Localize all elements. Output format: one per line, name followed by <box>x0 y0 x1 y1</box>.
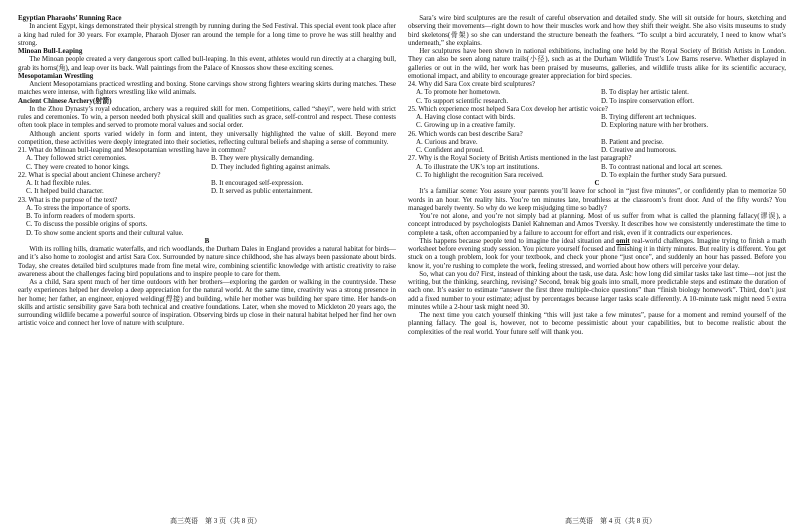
option-25a[interactable]: A. Having close contact with birds. <box>416 113 515 121</box>
paragraph-b2: As a child, Sara spent much of her time outdoors with her brothers—exploring the garden or walking in the countryside. These early experiences helped her develop a deep appreciation for the natural world. At the same time, creativity was a strong presence in her home; her father, an engineer, enjoyed welding(焊接) and building, while her mother was building her spare time. Her hands-on skills and artistic sensibility gave Sara both technical and creative foundations. Later, when she moved to Mickleton 20 years ago, the surrounding wildlife became a powerful source of inspiration. Observing birds up close in their natural habitat helped her find her own artistic voice and connect her love of nature with sculpture. <box>18 278 396 328</box>
options-21-row2 <box>18 163 396 171</box>
heading-mesopotamian: Mesopotamian Wrestling <box>18 71 94 80</box>
options-22-row2 <box>18 187 396 195</box>
option-24b[interactable]: B. To display her artistic talent. <box>601 88 689 97</box>
option-24a[interactable]: A. To promote her hometown. <box>416 88 501 97</box>
paragraph-archery: In the Zhou Dynasty’s royal education, archery was a required skill for men. Competitions, called “sheyi”, were held with strict rules and ceremonies. To win, a person needed both physical skill and qualities such as grace, self-control and respect. These contests often took place in temples and served to promote moral values and social order. <box>18 104 396 130</box>
paragraph-conclusion: Although ancient sports varied widely in form and intent, they universally highlighted the value of skill. Beyond mere competition, these activities were deeply integrated into their societies, reflecting cultural beliefs and shaping a sense of community. <box>18 129 396 146</box>
options-25-row1 <box>408 113 786 121</box>
page-footer-right: 高三英语 第 4 页（共 8 页） <box>565 517 656 525</box>
option-22d[interactable]: D. It served as public entertainment. <box>211 187 313 196</box>
options-25-row2 <box>408 121 786 129</box>
paragraph-c2: You’re not alone, and you’re not simply bad at planning. Most of us suffer from what is called the planning fallacy(谬误), a concept introduced by psychologists Daniel Kahneman and Amos Tversky. It describes how we consistently underestimate the time to complete a task, often accompanied by a failure to account for effort and risk, even if it contradicts our experiences. <box>408 212 786 237</box>
option-26d[interactable]: D. Creative and humorous. <box>601 146 677 154</box>
options-21-row1 <box>18 154 396 162</box>
option-27d[interactable]: D. To explain the further study Sara pursued. <box>601 170 727 179</box>
option-23b[interactable]: B. To inform readers of modern sports. <box>26 212 136 220</box>
option-21b[interactable]: B. They were physically demanding. <box>211 154 314 163</box>
heading-chinese-archery: Ancient Chinese Archery(射箭) <box>18 96 112 105</box>
options-26-row2 <box>408 146 786 154</box>
option-27a[interactable]: A. To illustrate the UK’s top art institutions. <box>416 162 540 171</box>
option-22c[interactable]: C. It helped build character. <box>26 187 104 196</box>
paragraph-c4: So, what can you do? First, instead of thinking about the task, use data. Ask: how long did similar tasks take last time—not just the writing, but the thinking, searching, revising? Second, break big goals into small, more predictable steps and estimate the duration of each one. It’s easier to estimate “answer the first three multiple-choice questions” than “finish biology homework”. Third, don’t just add a fixed number to your estimate; adjust by percentages because larger tasks scale differently. A 10-minute task might need 5 extra minutes while a 2-hour task might need 30. <box>408 269 786 311</box>
paragraph-b4: Her sculptures have been shown in national exhibitions, including one held by the Royal Society of British Artists in London. They can also be seen along nature trails(小径), such as at the Durham Wildlife Trust’s Low Barns reserve. Whether displayed in galleries or out in the wild, her work has been praised by museums, galleries, and wildlife trusts alike for its scientific accuracy, emotional impact, and ability to encourage greater appreciation for bird species. <box>408 47 786 80</box>
question-24: 24. Why did Sara Cox create bird sculptures? <box>408 80 536 88</box>
option-24c[interactable]: C. To support scientific research. <box>416 96 509 105</box>
option-21a[interactable]: A. They followed strict ceremonies. <box>26 154 127 163</box>
paragraph-c3-part1: This happens because people tend to imagine the ideal situation and <box>419 236 614 245</box>
paragraph-b3: Sara’s wire bird sculptures are the result of careful observation and detailed study. She will sit outside for hours, sketching and observing their movements—right down to how their muscles work and how they shift their weight. She also visits museums to study bird skeletons(骨架) so she can understand the structure beneath the feathers. “To sculpt a bird accurately, I need to know what’s underneath,” she explains. <box>408 14 786 47</box>
option-21d[interactable]: D. They included fighting against animals. <box>211 162 331 171</box>
option-26b[interactable]: B. Patient and precise. <box>601 137 664 146</box>
option-22a[interactable]: A. It had flexible rules. <box>26 179 91 187</box>
question-25: 25. Which experience most helped Sara Cox develop her artistic voice? <box>408 104 608 113</box>
options-27-row1 <box>408 163 786 171</box>
option-22b[interactable]: B. It encouraged self-expression. <box>211 179 304 187</box>
question-21: 21. What do Minoan bull-leaping and Mesopotamian wrestling have in common? <box>18 146 246 154</box>
underlined-word-omit: omit <box>616 236 630 245</box>
question-23: 23. What is the purpose of the text? <box>18 195 118 204</box>
paragraph-mesopotamian: Ancient Mesopotamians practiced wrestling and boxing. Stone carvings show strong fighters wearing skirts during matches. These matches were intense, with fighters wrestling like wild animals. <box>18 80 396 97</box>
heading-minoan: Minoan Bull-Leaping <box>18 47 83 55</box>
option-23c[interactable]: C. To discuss the possible origins of sports. <box>26 220 148 229</box>
option-25c[interactable]: C. Growing up in a creative family. <box>416 121 516 130</box>
right-column <box>408 14 786 336</box>
option-26a[interactable]: A. Curious and brave. <box>416 137 478 146</box>
option-25b[interactable]: B. Trying different art techniques. <box>601 113 697 121</box>
page-footer-left: 高三英语 第 3 页（共 8 页） <box>170 517 261 525</box>
paragraph-c3-part2: real-world challenges. Imagine trying to finish a math worksheet before evening study session. You picture yourself focused and finishing it in thirty minutes. But reality is different. You get stuck on a tough problem, look for your textbook, and check your phone “just once”, and suddenly an hour has passed. Before you know it, you’re rushing to complete the work, feeling stressed, and worried about how others will perceive your delay. <box>408 236 787 270</box>
options-24-row1 <box>408 88 786 96</box>
question-22: 22. What is special about ancient Chinese archery? <box>18 170 161 179</box>
option-26c[interactable]: C. Confident and proud. <box>416 146 484 154</box>
paragraph-c1: It’s a familiar scene: You assure your parents you’ll leave for school in “just five minutes”, or confidently plan to memorize 50 words in an hour. Yet reality hits. You’re ten minutes late, breathless at the classroom’s front door. And of the fifty words? You managed barely twenty. So why do we keep misjudging time so badly? <box>408 187 786 212</box>
heading-egyptian: Egyptian Pharaohs’ Running Race <box>18 14 122 22</box>
paragraph-b1: With its rolling hills, dramatic waterfalls, and rich woodlands, the Durham Dales in England provides a natural habitat for birds—and it’s also home to zoologist and artist Sara Cox. Surrounded by nature since childhood, she has always been passionate about birds. Today, she creates detailed bird sculptures made from fine metal wire, combining scientific knowledge with artistic creativity to raise awareness about the challenges facing bird populations and to inspire people to care for them. <box>18 245 396 278</box>
option-24d[interactable]: D. To inspire conservation effort. <box>601 96 694 105</box>
section-c-heading: C <box>594 179 600 187</box>
left-column <box>18 14 396 328</box>
question-26: 26. Which words can best describe Sara? <box>408 129 523 138</box>
options-24-row2 <box>408 97 786 105</box>
options-27-row2 <box>408 171 786 179</box>
option-27b[interactable]: B. To contrast national and local art scenes. <box>601 162 723 171</box>
option-25d[interactable]: D. Exploring nature with her brothers. <box>601 121 709 130</box>
option-27c[interactable]: C. To highlight the recognition Sara received. <box>416 170 544 179</box>
options-26-row1 <box>408 138 786 146</box>
paragraph-c5: The next time you catch yourself thinking “this will just take a few minutes”, pause for a moment and remind yourself of the planning fallacy. The goal is, however, not to become pessimistic about your capabilities, but to become realistic about the complexities of the real world. Your future self will thank you. <box>408 311 786 336</box>
paragraph-minoan: The Minoan people created a very dangerous sport called bull-leaping. In this event, athletes would run directly at a charging bull, grab its horns(角), and leap over its back. Wall paintings from the Palace of Knossos show these exciting scenes. <box>18 55 396 72</box>
question-27: 27. Why is the Royal Society of British Artists mentioned in the last paragraph? <box>408 154 632 163</box>
option-23a[interactable]: A. To stress the importance of sports. <box>26 203 131 212</box>
paragraph-egyptian: In ancient Egypt, kings demonstrated their physical strength by running during the Sed Festival. This special event took place after a king had ruled for 30 years. For example, Pharaoh Djoser ran around the temple for a long time to prove he was still healthy and strong. <box>18 22 396 47</box>
section-b-heading: B <box>204 236 210 245</box>
option-21c[interactable]: C. They were created to honor kings. <box>26 162 130 171</box>
options-22-row1 <box>18 179 396 187</box>
paragraph-c3 <box>408 237 786 270</box>
option-23d[interactable]: D. To show some ancient sports and their cultural value. <box>26 228 184 237</box>
